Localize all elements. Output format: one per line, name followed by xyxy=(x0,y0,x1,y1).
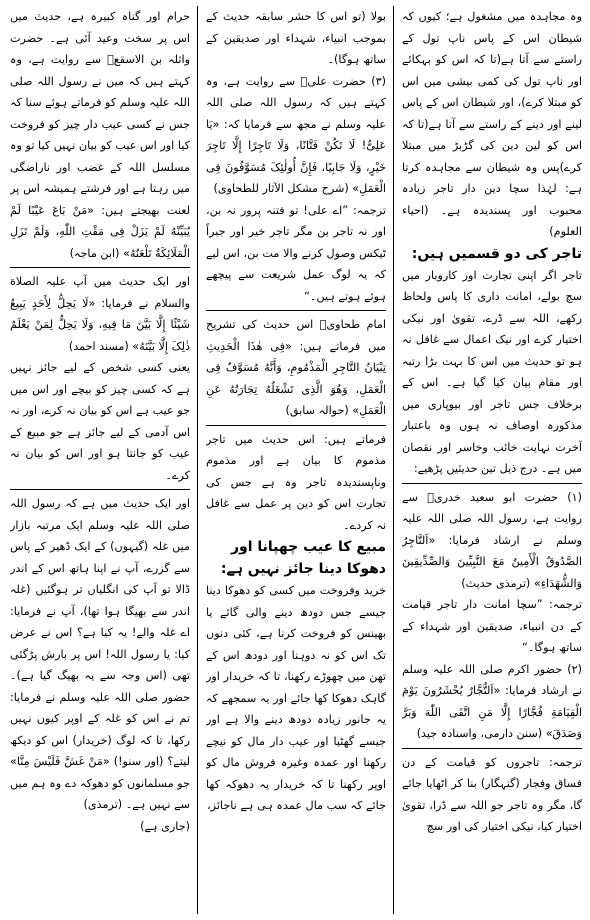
paragraph: خرید وفروخت میں کسی کو دھوکا دینا جیسے جس دودھ دینے والی گائے یا بھینس کو فروخت کرنا ہے، کئی دنوں تک اس کو نہ دوہنا اور دودھ اس کے تھن میں چھوڑے رکھنا، تا کہ خریدار اور گاہک دھوکا کھا جائے اور یہ سمجھے کہ یہ جانور زیادہ دودھ دینے والا ہے اور جیسے گھٹیا اور عیب دار مال کو نیچے رکھنا اور عمدہ وغیرہ فروش مال کو اوپر رکھنا تا کہ خریدار یہ دھوکہ کھا جائے کہ سب مال عمدہ ہی ہے ناجائز، xyxy=(206,584,386,812)
paragraph-separator xyxy=(206,310,386,311)
paragraph: ترجمہ: ”اے علی! تو فتنہ پرور نہ بن، اور نہ تاجر بن مگر تاجر خیر اور جبراً ٹیکس وصول کرنے والا مت بن، اس لیے کہ یہ لوگ عمل شریعت سے پیچھے ہوئے ہوتے ہیں۔“ xyxy=(206,203,386,303)
paragraph: (۲) حضور اکرم صلی اللہ علیہ وسلم نے ارشاد فرمایا: «اَلتُّجَّارُ یُحْشَرُونَ یَوْمَ الْقِیَامَةِ فُجَّارًا إِلَّا مَنِ اتَّقَى اللّٰهَ وَبَرَّ وَصَدَقَ» (سنن دارمی، واسنادہ جید) xyxy=(402,662,582,740)
paragraph: وہ مجاہدہ میں مشغول ہے؛ کیوں کہ شیطان اس کے پاس ناپ تول کے راستے سے آتا ہے(تا کہ اس کو بہکائے اور ناپ تول کی کمی بیشی میں اس کو مبتلا کرے)، اور شیطان اس کے پاس لینے اور دینے کے راستے سے آتا ہے(تا کہ اس کو لین دین کی گڑبڑ میں مبتلا کرے)پس وہ شیطان سے مجاہدہ کرتا ہے: لہٰذا سچا دین دار تاجر زیادہ محبوب اور پسندیدہ ہے۔ (احیاء العلوم) xyxy=(402,10,582,238)
section-heading: تاجر کی دو قسمیں ہیں: xyxy=(411,245,582,262)
paragraph-separator xyxy=(206,425,386,426)
paragraph: بولا (تو اس کا حشر سابقہ حدیث کے بموجب انبیاء، شہداء اور صدیقین کے ساتھ ہوگا)۔ xyxy=(206,10,386,66)
column-divider xyxy=(393,6,394,914)
column-divider xyxy=(197,6,198,914)
paragraph-separator xyxy=(402,748,582,749)
paragraph-separator xyxy=(402,483,582,484)
paragraph: (جاری ہے) xyxy=(140,819,190,833)
paragraph: (۳) حضرت علیؓ سے روایت ہے، وہ کہتے ہیں کہ رسول اللہ صلی اللہ علیہ وسلم نے مجھ سے فرمایا کہ: «یَا عَلِیُّ! لَا تَکُنْ فَتَّانًا، وَلَا تَاجِرًا إِلَّا تَاجِرَ خَیْرٍ، وَلَا جَابِیًا، فَإِنَّ أُولٰئِکَ مُسَوَّفُونَ فِی الْعَمَلِ» (شرح مشکل الآثار للطحاوی) xyxy=(206,74,386,195)
paragraph: یعنی کسی شخص کے لیے جائز نہیں ہے کہ کسی چیز کو بیچے اور اس میں جو عیب ہے اس کو بیان نہ کرے، اور نہ اس آدمی کے لیے جائز ہے جو مبیع کے عیب کو جانتا ہو اور اس کو بیان نہ کرے۔ xyxy=(10,361,190,482)
column-middle xyxy=(206,6,386,914)
paragraph-separator xyxy=(10,489,190,490)
paragraph-separator xyxy=(10,267,190,268)
column-right xyxy=(402,6,582,914)
newspaper-page xyxy=(8,6,582,914)
paragraph: تاجر اگر اپنی تجارت اور کاروبار میں سچ بولے، امانت داری کا پاس ولحاظ رکھے، اللہ سے ڈرے، تقویٰ اور نیکی اختیار کرے اور نیک اعمال سے غافل نہ ہو تو حدیث میں اس کا بہت بڑا رتبہ اور مقام بیان کیا گیا ہے۔ اس کے برخلاف جس تاجر اور بیوپاری میں مذکورہ اوصاف نہ ہوں وہ باعتبار آخرت نہایت خائب وخاسر اور نقصان میں ہے۔ درج ذیل تین حدیثیں پڑھیے: xyxy=(402,268,582,475)
paragraph: (۱) حضرت ابو سعید خدریؓ سے روایت ہے، رسول اللہ صلی اللہ علیہ وسلم نے ارشاد فرمایا: «اَلتَّاجِرُ الصَّدُوقُ الْأَمِینُ مَعَ النَّبِیِّینَ وَالصِّدِّیقِینَ وَالشُّهَدَاءِ» (ترمذی حدیث) xyxy=(402,490,582,590)
section-heading: مبیع کا عیب چھپانا اور دھوکا دینا جائز نہیں ہے: xyxy=(220,539,386,577)
column-left xyxy=(10,6,190,914)
paragraph: فرماتے ہیں: اس حدیث میں تاجر مذموم کا بیان ہے اور مذموم وناپسندیدہ تاجر وہ ہے جس کی تجارت اس کو دین پر عمل سے غافل نہ کردے۔ xyxy=(206,432,386,532)
paragraph: حرام اور گناہ کبیرہ ہے، حدیث میں اس پر سخت وعید آئی ہے۔ حضرت واثلہ بن الاسقعؓ سے روایت ہے، وہ کہتے ہیں کہ میں نے رسول اللہ صلی اللہ علیہ وسلم کو فرماتے ہوئے سنا کہ جس نے کسی عیب دار چیز کو فروخت کیا اور اس عیب کو بیان نہیں کیا تو وہ مسلسل اللہ کے غضب اور ناراضگی میں رہتا ہے اور فرشتے ہمیشہ اس پر لعنت بھیجتے ہیں: «مَنْ بَاعَ عَیْبًا لَمْ یُبَیِّنْهُ لَمْ یَزَلْ فِی مَقْتِ اللّٰهِ، وَلَمْ تَزَلِ الْمَلَائِکَةُ تَلْعَنُهُ» (ابن ماجہ) xyxy=(10,10,190,260)
paragraph: اور ایک حدیث میں ہے کہ رسول اللہ صلی اللہ علیہ وسلم ایک مرتبہ بازار میں غلہ (گیہوں) کے ایک ڈھیر کے پاس سے گزرے، آپ نے اپنا ہاتھ اس کے اندر ڈالا تو آپ کی انگلیاں تر ہوگئیں (غلہ اندر سے بھیگا ہوا تھا)، آپ نے فرمایا: اے غلہ والے! یہ کیا ہے؟ اس نے عرض کیا: یا رسول اللہ! اس پر بارش پڑگئی تھی (اس وجہ سے یہ بھیگ گیا ہے)۔ حضور صلی اللہ علیہ وسلم نے فرمایا: تم نے اس کو غلہ کے اوپر کیوں نہیں رکھا، تا کہ لوگ (خریدار) اس کو دیکھ لیتے؟ (اور سنو!) «مَنْ غَشَّ فَلَیْسَ مِنَّا» جو مسلمانوں کو دھوکہ دے وہ ہم میں سے نہیں ہے۔ (ترمذی) xyxy=(10,497,190,811)
paragraph: ترجمہ: تاجروں کو قیامت کے دن فساق وفجار (گنہگار) بنا کر اٹھایا جائے گا، مگر وہ تاجر جو اللہ سے ڈرا، تقویٰ اختیار کیا، نیکی اختیار کی اور سچ xyxy=(402,755,582,833)
paragraph: ترجمہ: ”سچا امانت دار تاجر قیامت کے دن انبیاء، صدیقین اور شہداء کے ساتھ ہوگا۔“ xyxy=(402,598,582,654)
paragraph: امام طحاویؒ اس حدیث کی تشریح میں فرماتے ہیں: «فِی هٰذَا الْحَدِیثِ تِبْیَانُ التَّاجِرِ الْمَذْمُومِ، وَأَنَّهُ مُسَوَّفٌ فِی الْعَمَلِ، وَهُوَ الَّذِی تَشْغَلُهُ تِجَارَتُهُ عَنِ الْعَمَلِ» (حوالہ سابق) xyxy=(206,318,386,417)
paragraph: اور ایک حدیث میں آپ علیہ الصلاة والسلام نے فرمایا: «لَا یَحِلُّ لِأَحَدٍ یَبِیعُ شَیْئًا إِلَّا بَیَّنَ مَا فِیهِ، وَلَا یَحِلُّ لِمَنْ یَعْلَمُ ذٰلِکَ إِلَّا بَیَّنَهُ» (مسند احمد) xyxy=(10,275,190,353)
